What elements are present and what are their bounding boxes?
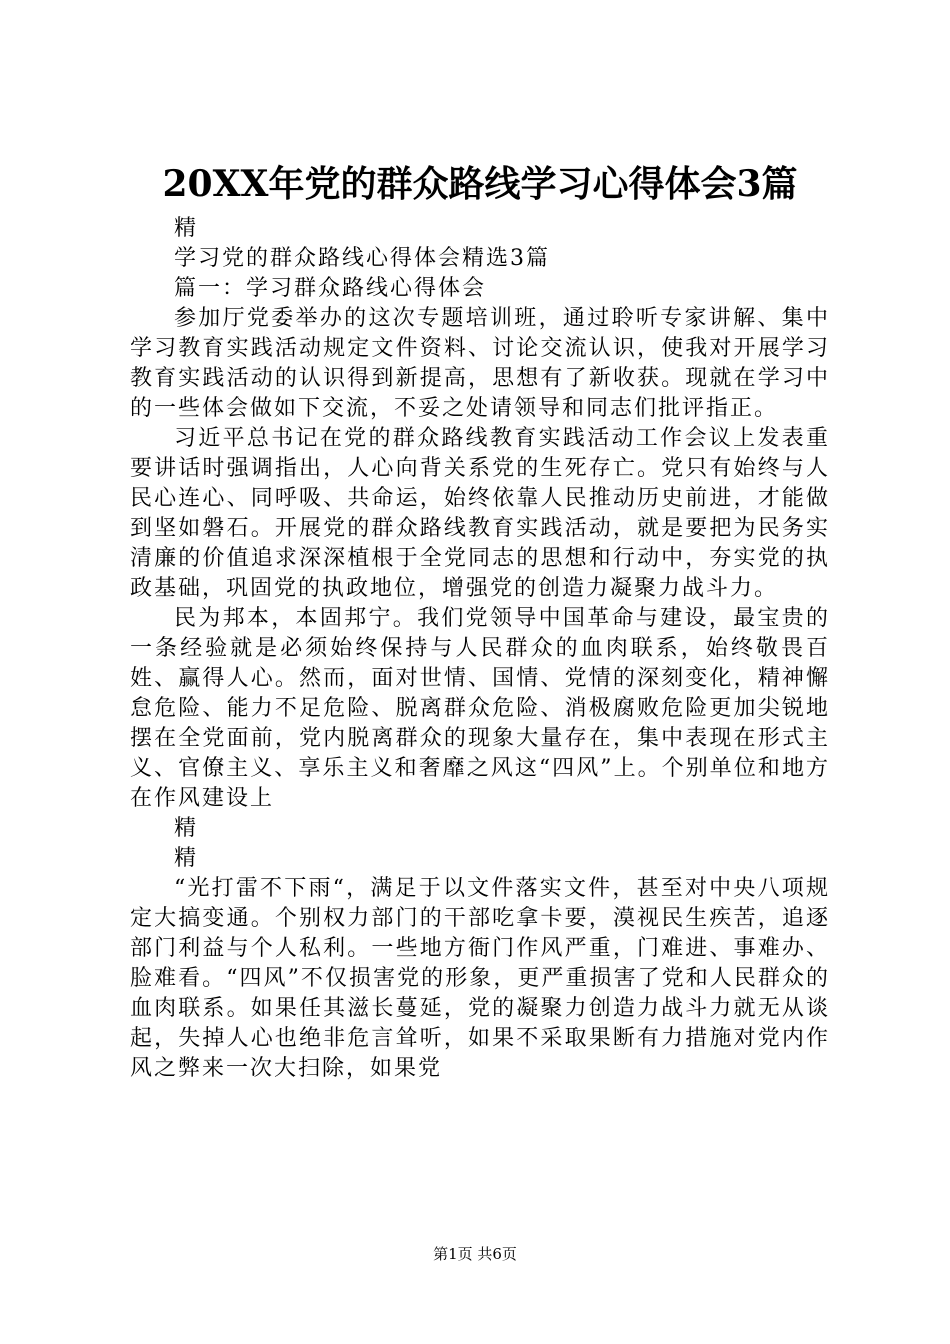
paragraph-1: 参加厅党委举办的这次专题培训班，通过聆听专家讲解、集中学习教育实践活动规定文件资料、讨论交流认识，使我对开展学习教育实践活动的认识得到新提高，思想有了新收获。现就在学习中的一些体会做如下交流，不妥之处请领导和同志们批评指正。 [130,306,830,421]
paragraph-4: “光打雷不下雨“，满足于以文件落实文件，甚至对中央八项规定大搞变通。个别权力部门的干部吃拿卡要，漠视民生疾苦，追逐部门利益与个人私利。一些地方衙门作风严重，门难进、事难办、脸难看。“四风”不仅损害党的形象，更严重损害了党和人民群众的血肉联系。如果任其滋长蔓延，党的凝聚力创造力战斗力就无从谈起，失掉人心也绝非危言耸听，如果不采取果断有力措施对党内作风之弊来一次大扫除，如果党 [130,876,830,1081]
page-footer: 第1页 共6页 [433,1245,517,1263]
section-mark: 精 [174,216,199,241]
section-heading: 篇一：学习群众路线心得体会 [174,276,487,301]
document-page [130,160,830,1084]
subtitle: 学习党的群众路线心得体会精选3篇 [174,246,550,271]
section-mark-3: 精 [174,846,199,871]
paragraph-3: 民为邦本，本固邦宁。我们党领导中国革命与建设，最宝贵的一条经验就是必须始终保持与人民群众的血肉联系，始终敬畏百姓、赢得人心。然而，面对世情、国情、党情的深刻变化，精神懈怠危险、能力不足危险、脱离群众危险、消极腐败危险更加尖锐地摆在全党面前，党内脱离群众的现象大量存在，集中表现在形式主义、官僚主义、享乐主义和奢靡之风这“四风”上。个别单位和地方在作风建设上 [130,606,830,811]
document-body [130,214,830,1084]
document-title: 20XX年党的群众路线学习心得体会3篇 [162,163,798,205]
paragraph-2: 习近平总书记在党的群众路线教育实践活动工作会议上发表重要讲话时强调指出，人心向背关系党的生死存亡。党只有始终与人民心连心、同呼吸、共命运，始终依靠人民推动历史前进，才能做到坚如磐石。开展党的群众路线教育实践活动，就是要把为民务实清廉的价值追求深深植根于全党同志的思想和行动中，夯实党的执政基础，巩固党的执政地位，增强党的创造力凝聚力战斗力。 [130,426,830,601]
section-mark-2: 精 [174,816,199,841]
